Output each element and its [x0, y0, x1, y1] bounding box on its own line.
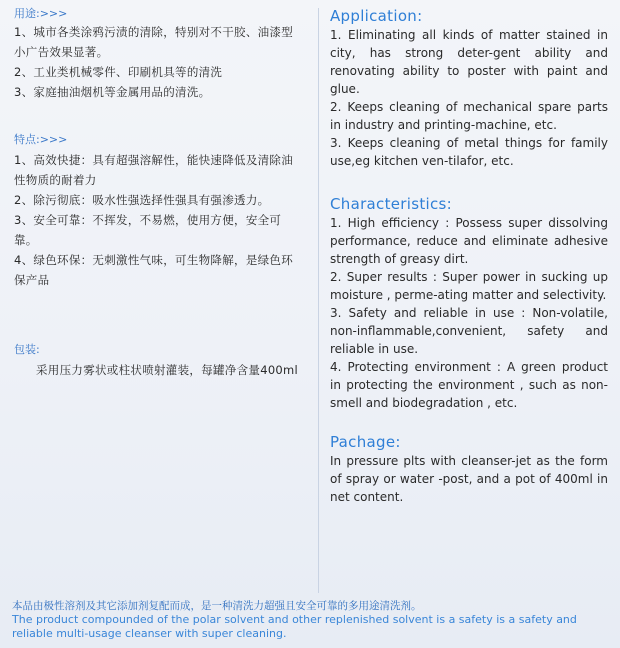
zh-features-heading: 特点:>>>	[14, 133, 68, 146]
en-characteristics-list	[330, 214, 608, 412]
en-application-item: 1. Eliminating all kinds of matter stained in city, has strong deter-gent ability and renovating ability to poster with paint and glue.	[330, 28, 608, 96]
en-characteristic-item: 1. High efficiency : Possess super dissolving performance, reduce and eliminate adhesive strength of greasy dirt.	[330, 216, 608, 266]
en-application-item: 3. Keeps cleaning of metal things for family use,eg kitchen ven-tilafor, etc.	[330, 136, 608, 168]
en-package-heading: Pachage:	[330, 433, 401, 451]
zh-feature-item: 3、安全可靠：不挥发，不易燃，使用方便，安全可靠。	[14, 213, 282, 247]
en-package-block	[330, 452, 608, 506]
zh-usage-list	[14, 22, 304, 102]
zh-usage-item: 2、工业类机械零件、印刷机具等的清洗	[14, 65, 223, 79]
en-application-item: 2. Keeps cleaning of mechanical spare parts in industry and printing-machine, etc.	[330, 100, 608, 132]
footer-summary	[12, 599, 612, 641]
en-characteristic-item: 3. Safety and reliable in use : Non-volatile, non-inflammable,convenient, safety and reliable in use.	[330, 306, 608, 356]
zh-usage-heading: 用途:>>>	[14, 7, 68, 20]
zh-usage-item: 1、城市各类涂鸦污渍的清除，特别对不干胶、油漆型小广告效果显著。	[14, 25, 294, 59]
zh-features-list	[14, 150, 304, 290]
zh-feature-item: 4、绿色环保：无刺激性气味，可生物降解，是绿色环保产品	[14, 253, 294, 287]
en-characteristics-heading: Characteristics:	[330, 195, 453, 213]
footer-zh-text: 本品由极性溶剂及其它添加剂复配而成，是一种清洗力超强且安全可靠的多用途清洗剂。	[12, 600, 422, 612]
chinese-column	[14, 6, 304, 380]
zh-feature-item: 1、高效快捷：具有超强溶解性，能快速降低及清除油性物质的耐着力	[14, 153, 294, 187]
zh-package-text: 采用压力雾状或柱状喷射灌装，每罐净含量400ml	[36, 363, 299, 377]
zh-usage-item: 3、家庭抽油烟机等金属用品的清洗。	[14, 85, 211, 99]
en-application-heading: Application:	[330, 7, 423, 25]
english-column	[330, 6, 608, 506]
zh-package-heading: 包装:	[14, 343, 40, 356]
en-application-list	[330, 26, 608, 170]
en-characteristic-item: 4. Protecting environment : A green product in protecting the environment , such as non-smell and biodegradation , etc.	[330, 360, 608, 410]
column-divider	[318, 8, 319, 593]
en-package-text: In pressure plts with cleanser-jet as the form of spray or water -post, and a pot of 400ml in net content.	[330, 454, 608, 504]
zh-feature-item: 2、除污彻底：吸水性强选择性强具有强渗透力。	[14, 193, 270, 207]
footer-en-text: The product compounded of the polar solvent and other replenished solvent is a safety is a safety and reliable multi-usage cleanser with super cleaning.	[12, 613, 577, 640]
en-characteristic-item: 2. Super results : Super power in sucking up moisture , perme-ating matter and selectivity.	[330, 270, 608, 302]
zh-package-block	[14, 360, 304, 380]
